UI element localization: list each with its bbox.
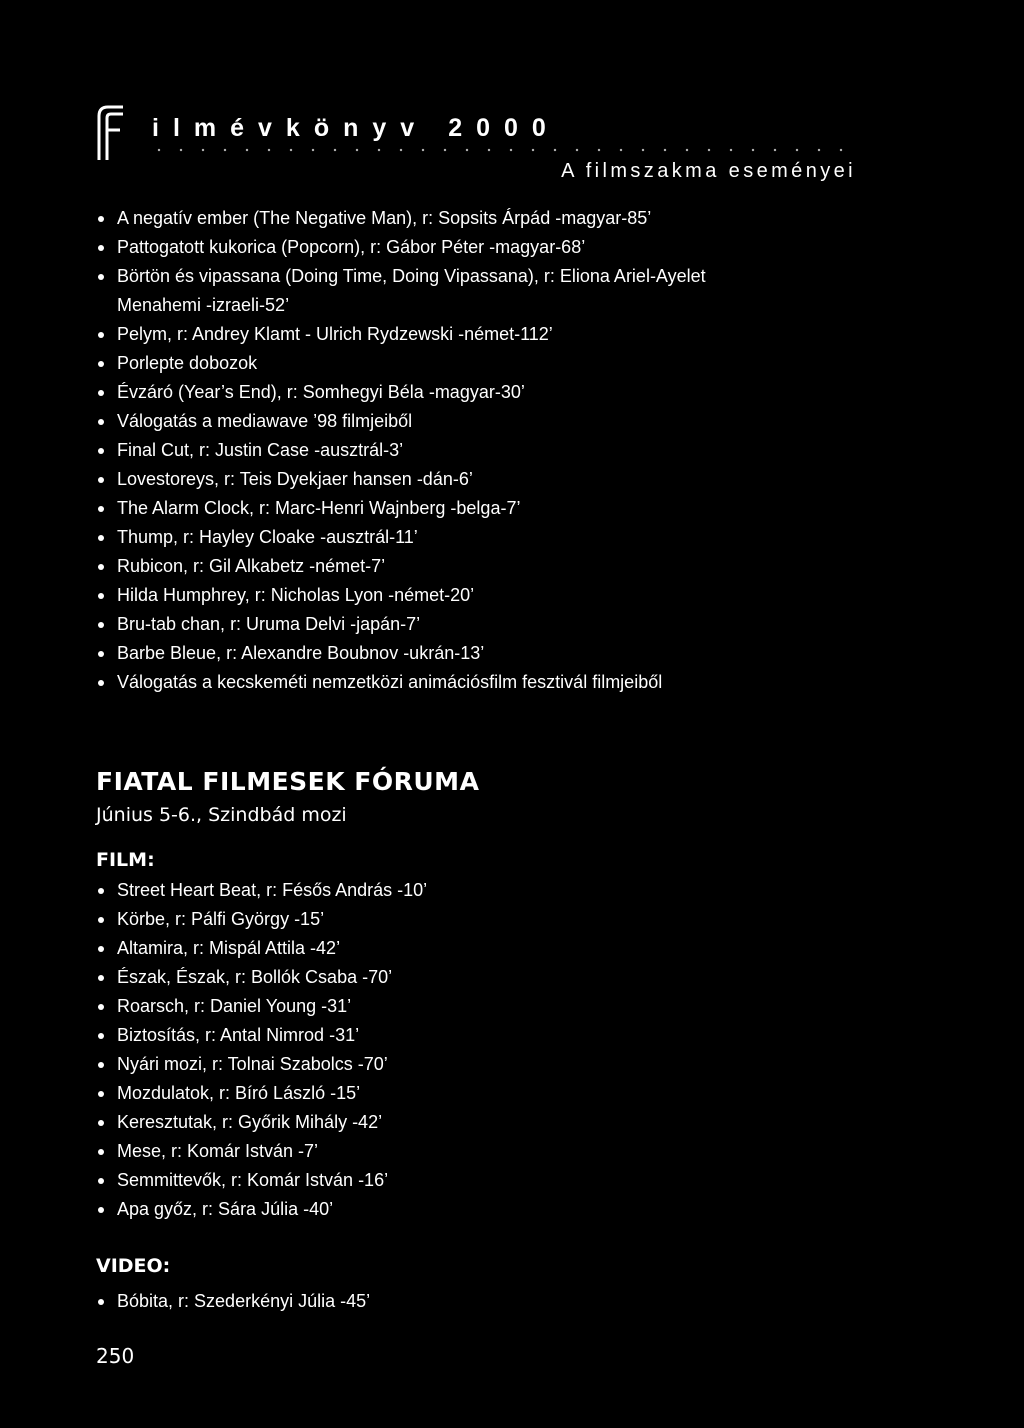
list-item-continuation: Menahemi -izraeli-52’ [117,295,290,315]
video-label: VIDEO: [96,1255,171,1277]
f-logo-icon [96,104,124,160]
list-item: Mozdulatok, r: Bíró László -15’ [96,1079,896,1108]
film-label: FILM: [96,849,155,871]
list-item: Barbe Bleue, r: Alexandre Boubnov -ukrán-13’ [96,639,896,668]
section-subtitle: Június 5-6., Szindbád mozi [96,804,347,826]
list-item: Thump, r: Hayley Cloake -ausztrál-11’ [96,523,896,552]
brand-title [152,114,560,143]
list-item: Mese, r: Komár István -7’ [96,1137,896,1166]
list-item: Biztosítás, r: Antal Nimrod -31’ [96,1021,896,1050]
list-item: A negatív ember (The Negative Man), r: Sopsits Árpád -magyar-85’ [96,204,896,233]
section-title: FIATAL FILMESEK FÓRUMA [96,767,480,796]
list-item: Apa győz, r: Sára Júlia -40’ [96,1195,896,1224]
list-item: The Alarm Clock, r: Marc-Henri Wajnberg -belga-7’ [96,494,896,523]
list-item: Körbe, r: Pálfi György -15’ [96,905,896,934]
list-item: Nyári mozi, r: Tolnai Szabolcs -70’ [96,1050,896,1079]
list-item: Rubicon, r: Gil Alkabetz -német-7’ [96,552,896,581]
list-item: Évzáró (Year’s End), r: Somhegyi Béla -magyar-30’ [96,378,896,407]
list-item: Porlepte dobozok [96,349,896,378]
list-item: Pelym, r: Andrey Klamt - Ulrich Rydzewski -német-112’ [96,320,896,349]
list-item: Roarsch, r: Daniel Young -31’ [96,992,896,1021]
festival-film-list [96,204,896,697]
list-item: Észak, Észak, r: Bollók Csaba -70’ [96,963,896,992]
brand-year: 2000 [448,114,560,142]
list-item: Altamira, r: Mispál Attila -42’ [96,934,896,963]
list-item: Pattogatott kukorica (Popcorn), r: Gábor Péter -magyar-68’ [96,233,896,262]
list-item: Final Cut, r: Justin Case -ausztrál-3’ [96,436,896,465]
header-subtitle: A filmszakma eseményei [561,160,856,182]
list-item: Keresztutak, r: Győrik Mihály -42’ [96,1108,896,1137]
list-item: Válogatás a kecskeméti nemzetközi animációsfilm fesztivál filmjeiből [96,668,896,697]
page-number: 250 [96,1344,135,1368]
header [96,104,856,184]
list-item: Semmittevők, r: Komár István -16’ [96,1166,896,1195]
list-item: Bru-tab chan, r: Uruma Delvi -japán-7’ [96,610,896,639]
list-item: Hilda Humphrey, r: Nicholas Lyon -német-20’ [96,581,896,610]
list-item: Börtön és vipassana (Doing Time, Doing Vipassana), r: Eliona Ariel-Ayelet [96,262,896,291]
dotted-rule [148,148,848,152]
video-list [96,1287,896,1316]
film-list [96,876,896,1224]
list-item: Válogatás a mediawave ’98 filmjeiből [96,407,896,436]
list-item: Street Heart Beat, r: Fésős András -10’ [96,876,896,905]
list-item: Bóbita, r: Szederkényi Júlia -45’ [96,1287,896,1316]
brand-word: ilmévkönyv [152,114,429,142]
list-item: Lovestoreys, r: Teis Dyekjaer hansen -dán-6’ [96,465,896,494]
